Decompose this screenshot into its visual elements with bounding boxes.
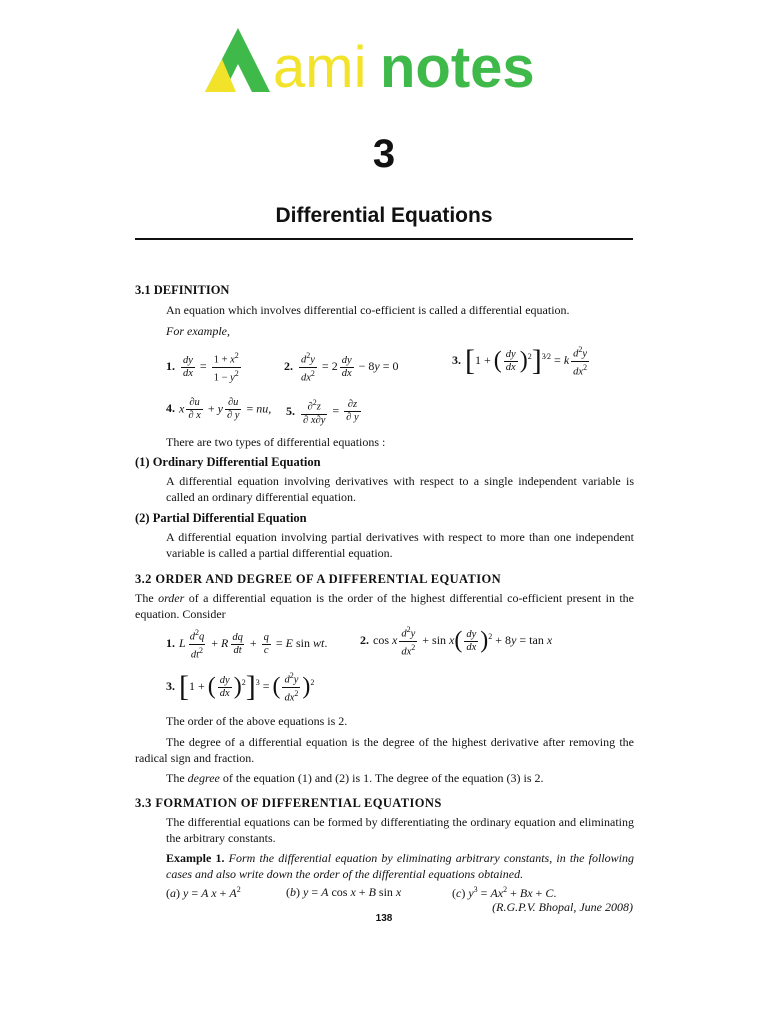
section-3-1-heading: 3.1 DEFINITION — [135, 283, 230, 297]
order-eq-2: 2. cos x $\frac{d^2y}{dx^2}$ + sin x( $\frac{dy}{dx}$ )$^2$ + 8y = tan x — [360, 625, 553, 657]
chapter-number: 3 — [372, 132, 396, 176]
example-eq-2: 2. $\frac{d^2y}{dx^2}$ = 2 $\frac{dy}{dx}$ − 8y = 0 — [284, 351, 399, 383]
example-1-part-c: (c) $y^3 = Ax^2 + Bx + C$. — [452, 885, 557, 900]
definition-text: An equation which involves differential co-efficient is called a differential equation. — [166, 303, 570, 317]
example-eq-4: 4. x $\frac{\partial u}{\partial x}$ + y $\frac{\partial u}{\partial y}$ = nu, — [166, 397, 272, 421]
pde-heading: (2) Partial Differential Equation — [135, 511, 307, 525]
section-3-3-heading: 3.3 FORMATION OF DIFFERENTIAL EQUATIONS — [135, 796, 442, 810]
pde-text: A differential equation involving partial derivatives with respect to more than one independent variable is called a partial differential equation. — [166, 530, 634, 560]
order-eq-1: 1. L $\frac{d^2q}{dt^2}$ + R $\frac{dq}{dt}$ + $\frac{q}{c}$ = E sin wt. — [166, 628, 328, 660]
aminotes-logo-icon — [0, 14, 768, 94]
citation: (R.G.P.V. Bhopal, June 2008) — [492, 900, 633, 914]
degree-definition: The degree of a differential equation is the degree of the highest derivative after removing the radical sign and fraction. — [135, 735, 634, 765]
example-eq-1: 1. $\frac{dy}{dx}$ = $\frac{1 + x^2}{1 - y^2}$ — [166, 351, 239, 383]
degree-statement: The degree of the equation (1) and (2) is 1. The degree of the equation (3) is 2. — [166, 771, 544, 785]
example-1: Example 1. Form the differential equation by eliminating arbitrary constants, in the following cases and also write down the order of the differential equations obtained. — [166, 851, 634, 881]
logo-suffix: notes — [380, 35, 535, 94]
example-eq-3: 3. [1 + ( $\frac{dy}{dx}$ )$^2$]$^{3⁄2}$ = k $\frac{d^2y}{dx^2}$ — [452, 344, 588, 377]
order-statement: The order of the above equations is 2. — [166, 714, 348, 728]
for-example-label: For example, — [166, 324, 230, 338]
ode-heading: (1) Ordinary Differential Equation — [135, 455, 321, 469]
formation-text: The differential equations can be formed by differentiating the ordinary equation and eliminating the arbitrary constants. — [166, 815, 634, 845]
ode-text: A differential equation involving derivatives with respect to a single independent variable is called an ordinary differential equation. — [166, 474, 634, 504]
example-eq-5: 5. $\frac{\partial^2z}{\partial x\partial y}$ = $\frac{\partial z}{\partial y}$ — [286, 398, 359, 426]
example-1-part-b: (b) y = A cos x + B sin x — [286, 885, 402, 899]
logo-prefix: ami — [273, 35, 367, 94]
order-intro: The order of a differential equation is the order of the highest differential co-efficient present in the equation. Consider — [135, 591, 635, 621]
title-rule — [135, 238, 633, 240]
order-eq-3: 3. [1 + ( $\frac{dy}{dx}$ )$^2$]$^3$ = ( $\frac{d^2y}{dx^2}$ )$^2$ — [166, 670, 315, 703]
example-1-part-a: (a) y = A $x + A^2$ — [166, 885, 241, 900]
chapter-title: Differential Equations — [275, 204, 493, 227]
section-3-2-heading: 3.2 ORDER AND DEGREE OF A DIFFERENTIAL EQUATION — [135, 572, 502, 586]
page-number: 138 — [375, 913, 393, 924]
types-intro: There are two types of differential equations : — [166, 435, 386, 449]
aminotes-logo — [0, 14, 768, 94]
